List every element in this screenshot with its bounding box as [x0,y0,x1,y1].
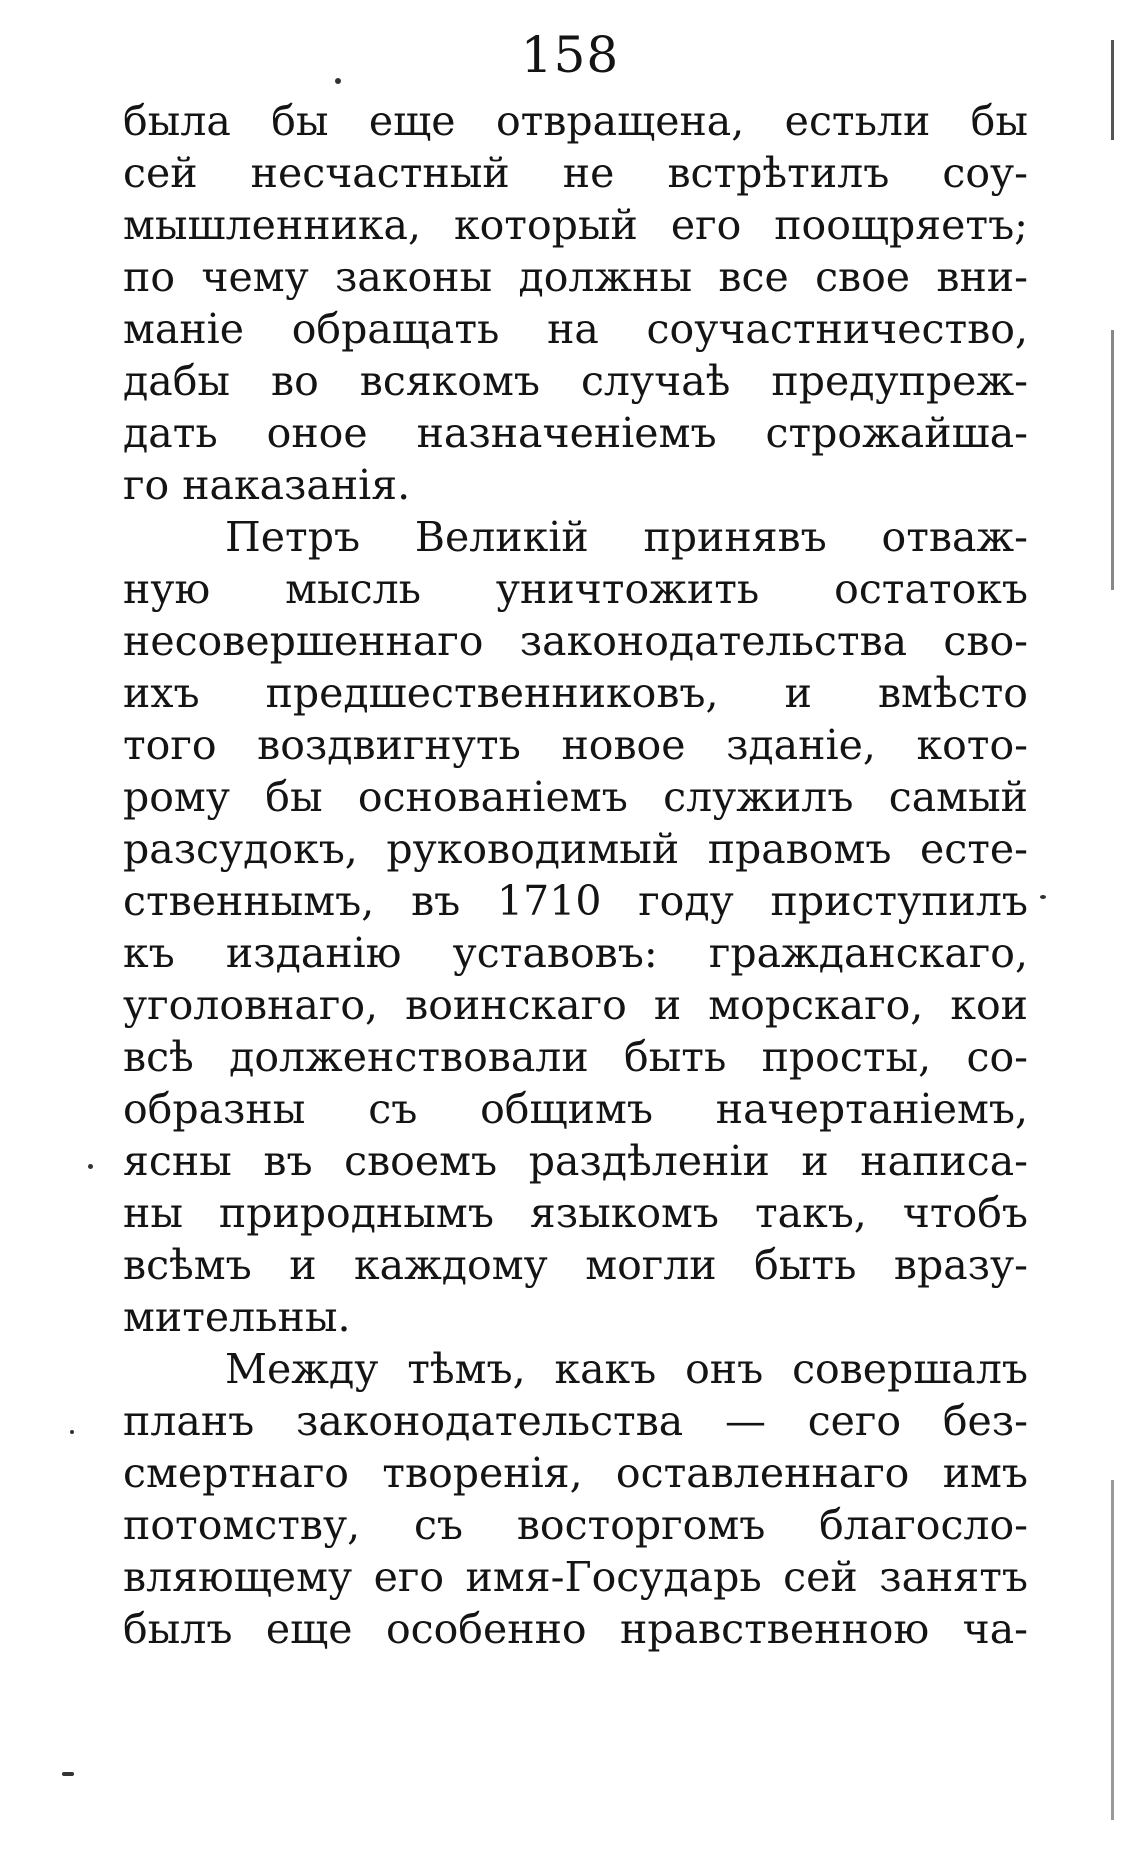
text-line: того воздвигнуть новое зданiе, кото- [123,721,1028,769]
paragraph-1 [123,95,1028,511]
paragraph-3 [123,1343,1028,1655]
page-number: 158 [520,26,620,84]
text-line: рому бы основанiемъ служилъ самый [123,773,1028,821]
text-line: смертнаго творенiя, оставленнаго имъ [123,1449,1028,1497]
text-line: несовершеннаго законодательства сво- [123,617,1028,665]
body-text [123,95,1028,1655]
scan-speck [62,1772,74,1776]
text-line: къ изданiю уставовъ: гражданскаго, [123,929,1028,977]
text-line: ны природнымъ языкомъ такъ, чтобъ [123,1189,1028,1237]
text-line: дать оное назначенiемъ строжайша- [123,409,1028,457]
scan-margin-rule [1111,1480,1114,1820]
text-line: всѣ долженствовали быть просты, со- [123,1033,1028,1081]
text-line: го наказанiя. [123,461,411,509]
paragraph-2 [123,511,1028,1343]
text-line: планъ законодательства — сего без- [123,1397,1028,1445]
text-line: ную мысль уничтожить остатокъ [123,565,1028,613]
text-line: Петръ Великiй принявъ отваж- [225,513,1028,561]
text-line: ихъ предшественниковъ, и вмѣсто [123,669,1028,717]
scan-speck [1040,895,1046,899]
scan-margin-rule [1111,330,1114,590]
text-line: разсудокъ, руководимый правомъ есте- [123,825,1028,873]
text-line: была бы еще отвращена, естьли бы [123,97,1028,145]
text-line: образны съ общимъ начертанiемъ, [123,1085,1028,1133]
text-line: сей несчастный не встрѣтилъ соу- [123,149,1028,197]
text-line: ясны въ своемъ раздѣленiи и написа- [123,1137,1028,1185]
text-line: манiе обращать на соучастничество, [123,305,1028,353]
text-line: всѣмъ и каждому могли быть вразу- [123,1241,1028,1289]
scan-speck [70,1430,74,1434]
text-line: потомству, съ восторгомъ благосло- [123,1501,1028,1549]
text-line: по чему законы должны все свое вни- [123,253,1028,301]
text-line: былъ еще особенно нравственною ча- [123,1605,1028,1653]
text-line: мительны. [123,1293,351,1341]
scan-speck [88,1164,93,1169]
text-line: ственнымъ, въ 1710 году приступилъ [123,877,1028,925]
text-line: мышленника, который его поощряетъ; [123,201,1028,249]
text-line: вляющему его имя-Государь сей занятъ [123,1553,1028,1601]
text-line: Между тѣмъ, какъ онъ совершалъ [225,1345,1028,1393]
text-line: дабы во всякомъ случаѣ предупреж- [123,357,1028,405]
text-line: уголовнаго, воинскаго и морскаго, кои [123,981,1028,1029]
